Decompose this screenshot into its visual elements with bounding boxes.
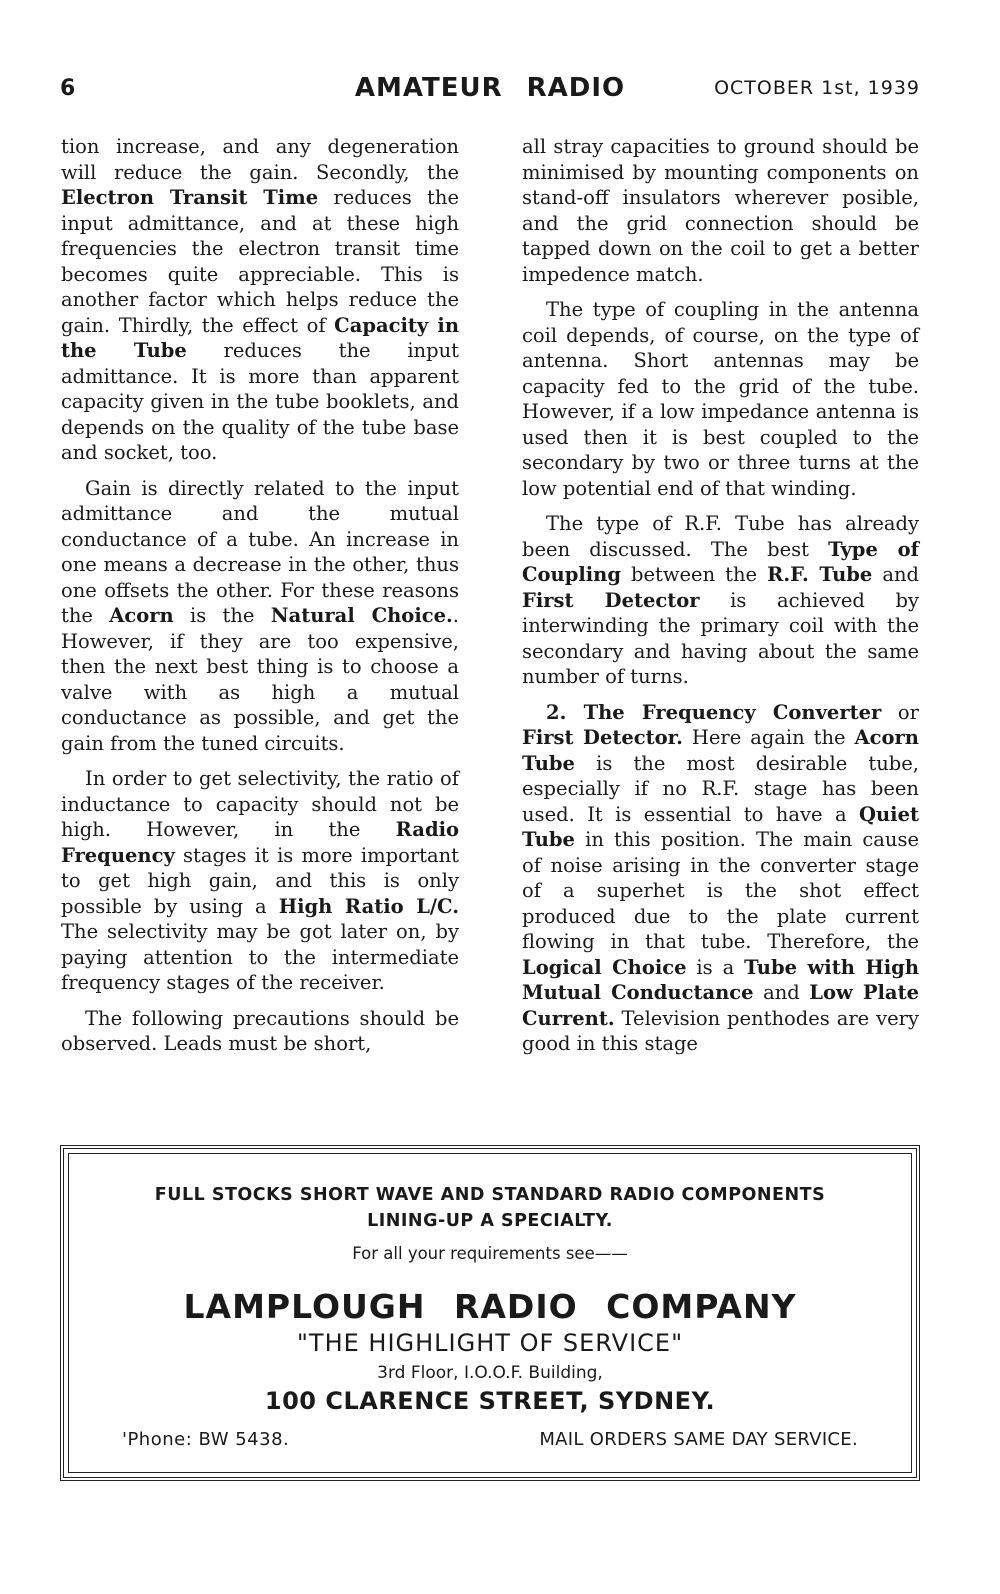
ad-phone: 'Phone: BW 5438. <box>122 1429 290 1450</box>
paragraph: The type of R.F. Tube has already been discussed. The best Type of Coupling between the R.F. Tube and First Detector is achieved by interwinding the primary coil with the secondary and having about the same number of turns. <box>522 512 919 688</box>
page-number: 6 <box>60 76 76 101</box>
issue-date: OCTOBER 1st, 1939 <box>714 77 920 99</box>
ad-company-name: LAMPLOUGH RADIO COMPANY <box>183 1287 797 1326</box>
page-header <box>60 70 920 110</box>
ad-requirements-line: For all your requirements see—— <box>352 1244 628 1263</box>
ad-address-street: 100 CLARENCE STREET, SYDNEY. <box>264 1387 716 1415</box>
ad-stock-line: FULL STOCKS SHORT WAVE AND STANDARD RADIO COMPONENTS <box>154 1185 826 1205</box>
ad-address-floor: 3rd Floor, I.O.O.F. Building, <box>377 1363 603 1383</box>
paragraph: In order to get selectivity, the ratio of inductance to capacity should not be high. However, in the Radio Frequency stages it is more important to get high gain, and this is only possible by using a High Ratio L/C. The selectivity may be got later on, by paying attention to the intermediate frequency stages of the receiver. <box>61 767 460 994</box>
paragraph: 2. The Frequency Converter or First Detector. Here again the Acorn Tube is the most desirable tube, especially if no R.F. stage has been used. It is essential to have a Quiet Tube in this position. The main cause of noise arising in the converter stage of a superhet is the shot effect produced due to the plate current flowing in that tube. Therefore, the Logical Choice is a Tube with High Mutual Conductance and Low Plate Current. Television penthodes are very good in this stage <box>522 700 919 1055</box>
paragraph: The following precautions should be observed. Leads must be short, <box>61 1006 459 1055</box>
ad-specialty-line: LINING-UP A SPECIALTY. <box>367 1211 613 1231</box>
paragraph: all stray capacities to ground should be minimised by mounting components on stand-off insulators wherever posible, and the grid connection should be tapped down on the coil to get a better impedence match. <box>522 135 919 286</box>
magazine-title: AMATEUR RADIO <box>354 73 626 103</box>
right-column <box>522 134 919 1057</box>
ad-mail-orders: MAIL ORDERS SAME DAY SERVICE. <box>539 1429 858 1450</box>
paragraph: The type of coupling in the antenna coil depends, of course, on the type of antenna. Short antennas may be capacity fed to the grid of the tube. However, if a low impedance antenna is used then it is best coupled to the secondary by two or three turns at the low potential end of that winding. <box>522 298 919 500</box>
advertisement-box <box>60 1145 920 1481</box>
paragraph: tion increase, and any degeneration will reduce the gain. Secondly, the Electron Transit Time reduces the input admittance, and at these high frequencies the electron transit time becomes quite appreciable. This is another factor which helps reduce the gain. Thirdly, the effect of Capacity in the Tube reduces the input admittance. It is more than apparent capacity given in the tube booklets, and depends on the quality of the tube base and socket, too. <box>61 135 459 464</box>
ad-slogan: "THE HIGHLIGHT OF SERVICE" <box>296 1329 684 1357</box>
left-column <box>61 134 459 1057</box>
paragraph: Gain is directly related to the input admittance and the mutual conductance of a tube. An increase in one means a decrease in the other, thus one offsets the other. For these reasons the Acorn is the Natural Choice.. However, if they are too expensive, then the next best thing is to choose a valve with as high a mutual conductance as possible, and get the gain from the tuned circuits. <box>61 476 459 755</box>
